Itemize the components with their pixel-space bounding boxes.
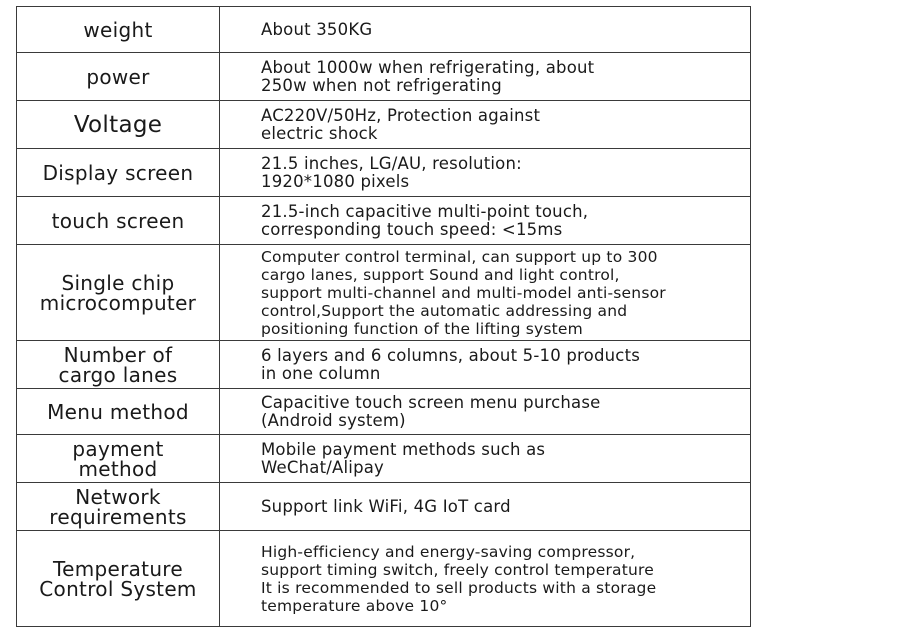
value-line: About 350KG	[261, 19, 373, 39]
label-line: Voltage	[73, 111, 163, 138]
value-cell	[220, 435, 751, 483]
label-line: requirements	[49, 504, 187, 529]
label-line: power	[86, 64, 150, 89]
value-line: electric shock	[261, 123, 378, 143]
label-line: cargo lanes	[58, 362, 178, 387]
table-row	[17, 53, 751, 101]
value-line: Support link WiFi, 4G IoT card	[261, 496, 511, 516]
label-cell	[17, 197, 220, 245]
value-line: positioning function of the lifting system	[261, 319, 583, 338]
table-row	[17, 197, 751, 245]
value-line: control,Support the automatic addressing and	[261, 301, 628, 320]
value-line: (Android system)	[261, 410, 406, 430]
label-line: method	[78, 456, 158, 481]
value-line: 6 layers and 6 columns, about 5-10 products	[261, 345, 641, 365]
label-cell	[17, 389, 220, 435]
label-line: Single chip	[61, 270, 175, 295]
table-row	[17, 531, 751, 627]
value-line: High-efficiency and energy-saving compressor,	[261, 542, 636, 561]
value-line: AC220V/50Hz, Protection against	[261, 105, 541, 125]
value-line: 21.5 inches, LG/AU, resolution:	[261, 153, 522, 173]
label-cell	[17, 53, 220, 101]
label-line: payment	[72, 436, 164, 461]
table-row	[17, 7, 751, 53]
value-line: About 1000w when refrigerating, about	[261, 57, 595, 77]
label-cell	[17, 149, 220, 197]
value-line: in one column	[261, 363, 381, 383]
spec-table	[16, 6, 751, 627]
label-cell	[17, 435, 220, 483]
table-row	[17, 389, 751, 435]
value-cell	[220, 197, 751, 245]
label-line: Display screen	[42, 160, 194, 185]
value-line: corresponding touch speed: <15ms	[261, 219, 563, 239]
value-cell	[220, 245, 751, 341]
value-line: WeChat/Alipay	[261, 457, 385, 477]
label-cell	[17, 7, 220, 53]
table-row	[17, 149, 751, 197]
table-row	[17, 101, 751, 149]
value-line: It is recommended to sell products with a storage	[261, 578, 657, 597]
label-cell	[17, 531, 220, 627]
value-line: Computer control terminal, can support up to 300	[261, 247, 658, 266]
label-line: Network	[75, 484, 161, 509]
table-row	[17, 435, 751, 483]
value-cell	[220, 101, 751, 149]
table-row	[17, 245, 751, 341]
value-line: cargo lanes, support Sound and light control,	[261, 265, 620, 284]
label-cell	[17, 341, 220, 389]
label-line: weight	[83, 17, 153, 42]
value-line: 21.5-inch capacitive multi-point touch,	[261, 201, 589, 221]
value-cell	[220, 483, 751, 531]
value-cell	[220, 149, 751, 197]
label-line: Temperature	[53, 556, 183, 581]
value-cell	[220, 341, 751, 389]
value-cell	[220, 389, 751, 435]
label-cell	[17, 483, 220, 531]
value-line: 1920*1080 pixels	[261, 171, 410, 191]
value-cell	[220, 531, 751, 627]
value-line: Mobile payment methods such as	[261, 439, 546, 459]
value-line: support timing switch, freely control temperature	[261, 560, 655, 579]
table-row	[17, 341, 751, 389]
value-line: temperature above 10°	[261, 596, 448, 615]
value-line: 250w when not refrigerating	[261, 75, 502, 95]
value-cell	[220, 7, 751, 53]
value-line: support multi-channel and multi-model anti-sensor	[261, 283, 666, 302]
label-line: Menu method	[47, 399, 189, 424]
value-line: Capacitive touch screen menu purchase	[261, 392, 601, 412]
label-line: Control System	[39, 576, 197, 601]
table-row	[17, 483, 751, 531]
label-line: microcomputer	[39, 290, 197, 315]
label-line: touch screen	[51, 208, 185, 233]
label-cell	[17, 101, 220, 149]
value-cell	[220, 53, 751, 101]
label-line: Number of	[63, 342, 173, 367]
label-cell	[17, 245, 220, 341]
